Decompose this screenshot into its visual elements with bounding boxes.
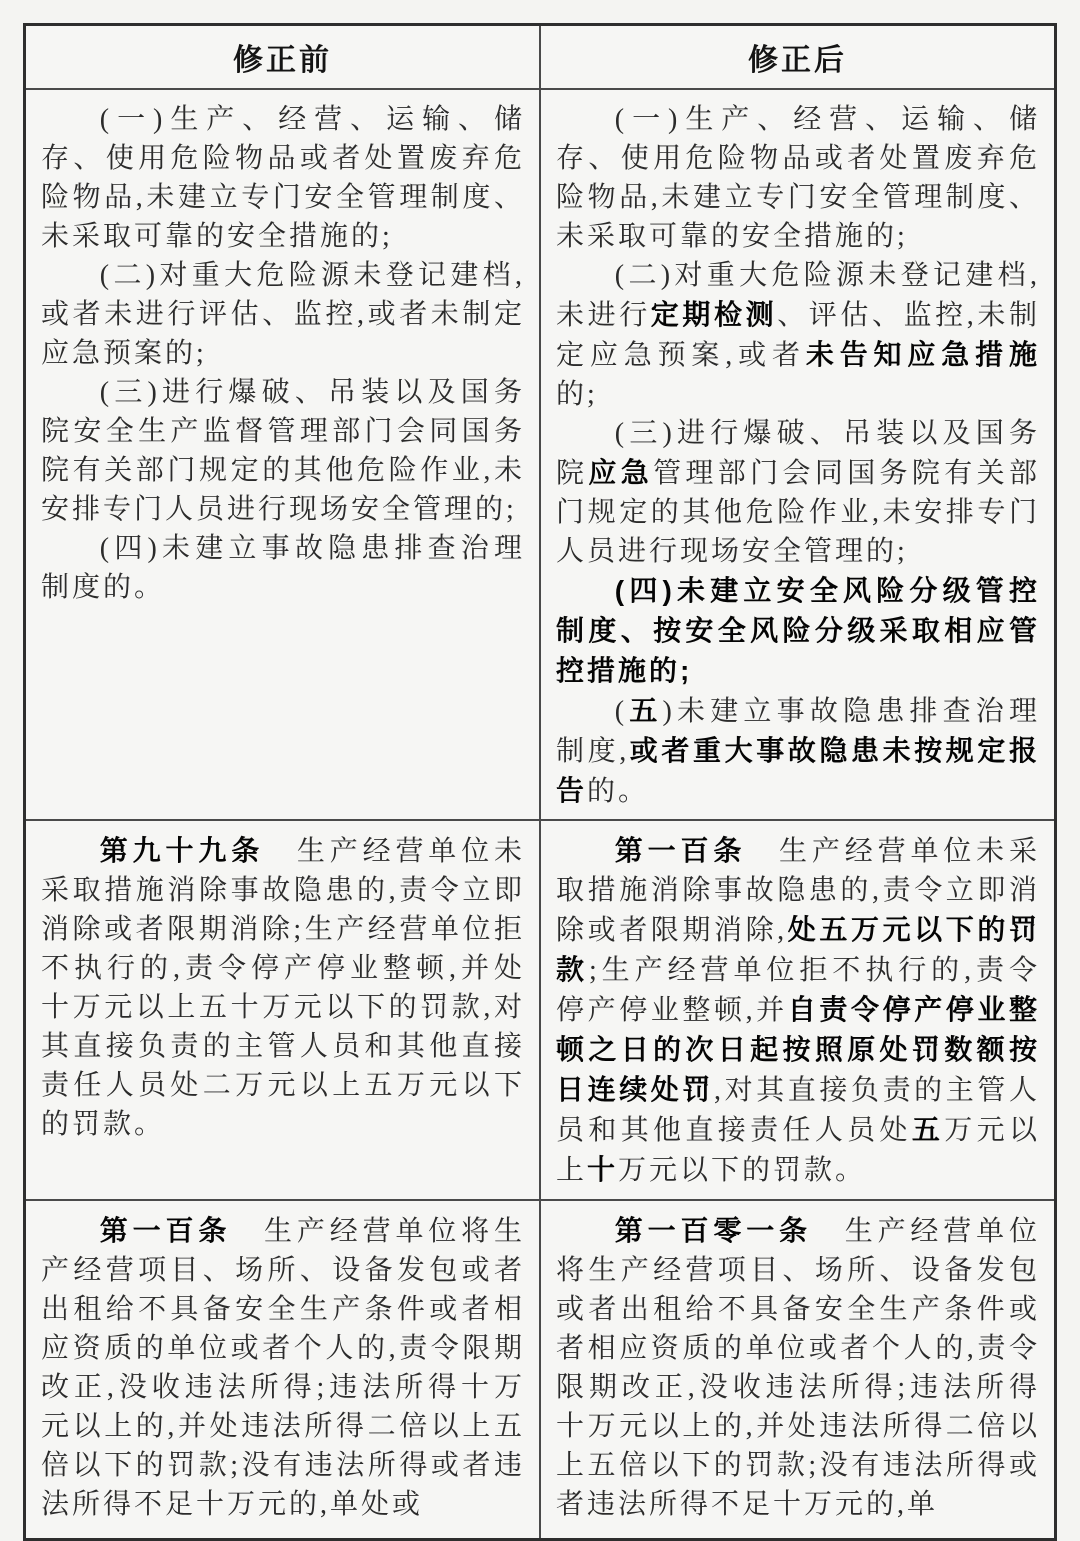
- law-text-segment: 生产经营单位将生产经营项目、场所、设备发包或者出租给不具备安全生产条件或者相应资质的单位或者个人的,责令限期改正,没收违法所得;违法所得十万元以上的,并处违法所得二倍以上五倍以下的罚款;没有违法所得或者违法所得不足十万元的,单: [556, 1215, 1040, 1520]
- law-text-segment: (三)进行爆破、吊装以及国务院安全生产监督管理部门会同国务院有关部门规定的其他危险作业,未安排专门人员进行现场安全管理的;: [41, 376, 525, 525]
- law-paragraph: [556, 256, 1040, 414]
- header-row: [25, 25, 1056, 89]
- column-header-before: 修正前: [25, 25, 541, 89]
- law-text-segment: 生产经营单位将生产经营项目、场所、设备发包或者出租给不具备安全生产条件或者相应资质的单位或者个人的,责令限期改正,没收违法所得;违法所得十万元以上的,并处违法所得二倍以上五倍以下的罚款;没有违法所得或者违法所得不足十万元的,单处或: [41, 1215, 525, 1520]
- amended-text-segment: 第一百条: [614, 834, 747, 866]
- comparison-row-2: [25, 820, 1056, 1200]
- law-paragraph: [41, 256, 525, 373]
- law-text-segment: (四)未建立事故隐患排查治理制度的。: [41, 532, 525, 603]
- law-text-segment: (二)对重大危险源未登记建档,或者未进行评估、监控,或者未制定应急预案的;: [41, 259, 525, 369]
- cell-after-row-3: [540, 1200, 1056, 1540]
- law-paragraph: [41, 529, 525, 607]
- amended-text-segment: 第一百零一条: [614, 1214, 812, 1246]
- amended-text-segment: (四)未建立安全风险分级管控制度、按安全风险分级采取相应管控措施的;: [556, 574, 1040, 686]
- law-text-segment: 、评估、监控,未制定应急预案,或者: [556, 299, 1040, 371]
- law-text-segment: 管理部门会同国务院有关部门规定的其他危险作业,未安排专门人员进行现场安全管理的;: [556, 457, 1040, 567]
- law-text-segment: ;生产经营单位拒不执行的,责令停产停业整顿,并: [556, 954, 1040, 1026]
- amended-text-segment: 自责令停产停业整顿之日的次日起按照原处罚数额按日连续处罚: [556, 993, 1040, 1105]
- law-text-segment: (: [614, 695, 628, 727]
- cell-after-row-2: [540, 820, 1056, 1200]
- cell-before-row-3: [25, 1200, 541, 1540]
- law-text-segment: 生产经营单位未采取措施消除事故隐患的,责令立即消除或者限期消除,: [556, 835, 1040, 946]
- law-paragraph: [556, 831, 1040, 1190]
- amended-text-segment: 或者重大事故隐患未按规定报告: [556, 734, 1040, 806]
- cell-after-row-1: [540, 89, 1056, 820]
- comparison-row-3: [25, 1200, 1056, 1540]
- law-text-segment: 的。: [587, 775, 650, 807]
- law-paragraph: [556, 1211, 1040, 1524]
- law-paragraph: [556, 571, 1040, 691]
- law-text-segment: 生产经营单位未采取措施消除事故隐患的,责令立即消除或者限期消除;生产经营单位拒不执行的,责令停产停业整顿,并处十万元以上五十万元以下的罚款,对其直接负责的主管人员和其他直接责任人员处二万元以上五万元以下的罚款。: [41, 835, 525, 1140]
- law-paragraph: [556, 100, 1040, 256]
- amendment-comparison-table: [23, 23, 1057, 1541]
- law-paragraph: [41, 1211, 525, 1524]
- cell-before-row-2: [25, 820, 541, 1200]
- law-text-segment: (一)生产、经营、运输、储存、使用危险物品或者处置废弃危险物品,未建立专门安全管理制度、未采取可靠的安全措施的;: [41, 103, 525, 252]
- amended-text-segment: 处五万元以下的罚款: [556, 913, 1040, 985]
- law-text-segment: (一)生产、经营、运输、储存、使用危险物品或者处置废弃危险物品,未建立专门安全管理制度、未采取可靠的安全措施的;: [556, 103, 1040, 252]
- law-text-segment: ,对其直接负责的主管人员和其他直接责任人员处: [556, 1074, 1040, 1146]
- amended-text-segment: 五: [627, 694, 663, 726]
- cell-before-row-1: [25, 89, 541, 820]
- law-text-segment: )未建立事故隐患排查治理制度,: [556, 695, 1040, 767]
- amended-text-segment: 定期检测: [650, 298, 778, 330]
- law-paragraph: [556, 414, 1040, 571]
- law-text-segment: 万元以下的罚款。: [618, 1154, 867, 1186]
- law-paragraph: [41, 100, 525, 256]
- law-paragraph: [556, 691, 1040, 811]
- amended-text-segment: 未告知应急措施: [805, 338, 1040, 370]
- amended-text-segment: 应急: [588, 456, 654, 488]
- law-text-segment: (三)进行爆破、吊装以及国务院: [556, 417, 1040, 489]
- column-header-after: 修正后: [540, 25, 1056, 89]
- law-text-segment: 万元以上: [556, 1114, 1040, 1186]
- table-body: [25, 89, 1056, 1540]
- amended-text-segment: 第九十九条: [99, 834, 265, 866]
- amended-text-segment: 十: [587, 1153, 619, 1185]
- law-paragraph: [41, 373, 525, 529]
- table-header: [25, 25, 1056, 89]
- comparison-row-1: [25, 89, 1056, 820]
- amended-text-segment: 第一百条: [99, 1214, 232, 1246]
- law-paragraph: [41, 831, 525, 1144]
- law-text-segment: (二)对重大危险源未登记建档,未进行: [556, 259, 1040, 331]
- law-text-segment: 的;: [556, 378, 598, 410]
- amended-text-segment: 五: [911, 1113, 945, 1145]
